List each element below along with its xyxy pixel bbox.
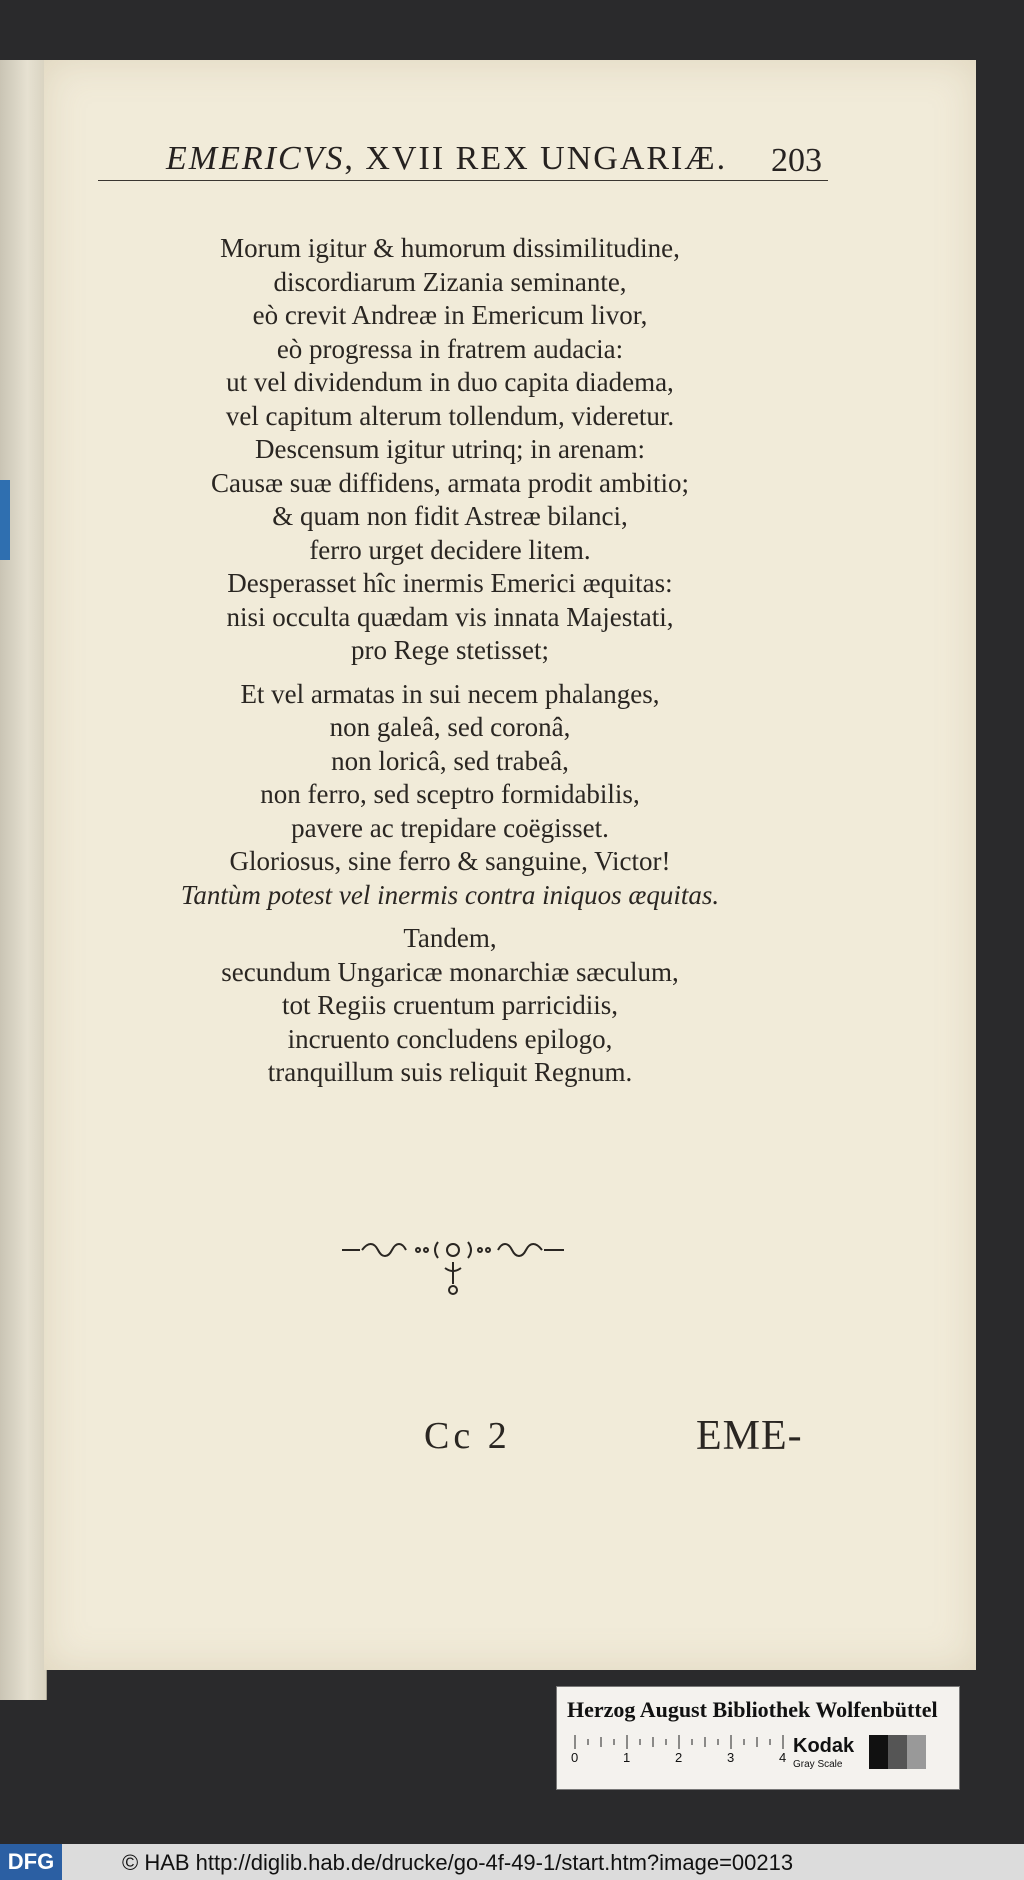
swatch-white <box>926 1735 945 1769</box>
page-number: 203 <box>771 142 822 179</box>
text-line: Tandem, <box>403 923 497 953</box>
text-line: non loricâ, sed trabeâ, <box>331 745 569 776</box>
text-line: Causæ suæ diffidens, armata prodit ambitio; <box>211 467 689 498</box>
ruler-label: 2 <box>675 1750 683 1763</box>
text-line: pavere ac trepidare coëgisset. <box>291 812 609 843</box>
ruler-label: 3 <box>727 1750 735 1763</box>
gray-swatches <box>869 1735 945 1769</box>
text-line: incruento concludens epilogo, <box>287 1023 613 1054</box>
signature-mark: Cc 2 <box>424 1415 511 1457</box>
text-line: ferro urget decidere litem. <box>309 534 591 565</box>
text-line: tranquillum suis reliquit Regnum. <box>267 1057 633 1087</box>
text-line: nisi occulta quædam vis innata Majestati, <box>226 601 674 632</box>
text-line: ut vel dividendum in duo capita diadema, <box>226 367 674 397</box>
text-line: tot Regiis cruentum parricidiis, <box>282 990 618 1020</box>
page-tab-marker <box>0 480 10 560</box>
printers-ornament <box>338 1232 568 1302</box>
copyright-link[interactable]: © HAB http://diglib.hab.de/drucke/go-4f-49-1/start.htm?image=00213 <box>122 1850 794 1875</box>
kodak-label: Kodak <box>793 1735 855 1757</box>
ruler-label: 1 <box>623 1750 631 1763</box>
ruler-label: 4 <box>779 1750 787 1763</box>
running-title-name: EMERICVS <box>166 140 345 177</box>
text-line: pro Rege stetisset; <box>351 635 549 665</box>
running-title-rest: , XVII REX UNGARIÆ. <box>344 140 728 177</box>
text-line: eò crevit Andreæ in Emericum livor, <box>252 300 648 330</box>
gray-scale-label: Gray Scale <box>793 1759 843 1770</box>
library-name: Herzog August Bibliothek Wolfenbüttel <box>567 1697 938 1722</box>
swatch-mid-gray <box>907 1735 926 1769</box>
stanza-gap <box>150 668 750 678</box>
text-line: vel capitum alterum tollendum, videretur. <box>225 400 675 431</box>
text-line: Desperasset hîc inermis Emerici æquitas: <box>227 568 673 598</box>
text-line: discordiarum Zizania seminante, <box>273 266 627 297</box>
running-title <box>166 140 727 178</box>
swatch-black <box>869 1735 888 1769</box>
text-line: & quam non fidit Astreæ bilanci, <box>272 501 628 531</box>
text-line: Morum igitur & humorum dissimilitudine, <box>220 233 680 263</box>
text-line: Descensum igitur utrinq; in arenam: <box>255 434 645 464</box>
text-line: non galeâ, sed coronâ, <box>329 712 571 742</box>
text-line: secundum Ungaricæ monarchiæ sæculum, <box>221 956 679 987</box>
catchword: EME- <box>696 1413 803 1459</box>
italic-maxim: Tantùm potest vel inermis contra iniquos æquitas. <box>180 879 720 910</box>
text-line: non ferro, sed sceptro formidabilis, <box>260 779 640 809</box>
footer-bar <box>0 1844 1024 1880</box>
text-line: eò progressa in fratrem audacia: <box>276 333 624 364</box>
swatch-dark-gray <box>888 1735 907 1769</box>
text-line: Gloriosus, sine ferro & sanguine, Victor! <box>229 846 671 876</box>
dfg-logo: DFG <box>0 1844 62 1880</box>
running-header <box>98 130 828 181</box>
facing-page-edge <box>0 60 47 1700</box>
stanza-gap <box>150 912 750 922</box>
text-line: Et vel armatas in sui necem phalanges, <box>240 678 660 709</box>
main-text <box>150 232 750 1090</box>
ruler-scale <box>571 1733 801 1763</box>
ruler-label: 0 <box>571 1750 579 1763</box>
color-scale-card <box>556 1686 960 1790</box>
